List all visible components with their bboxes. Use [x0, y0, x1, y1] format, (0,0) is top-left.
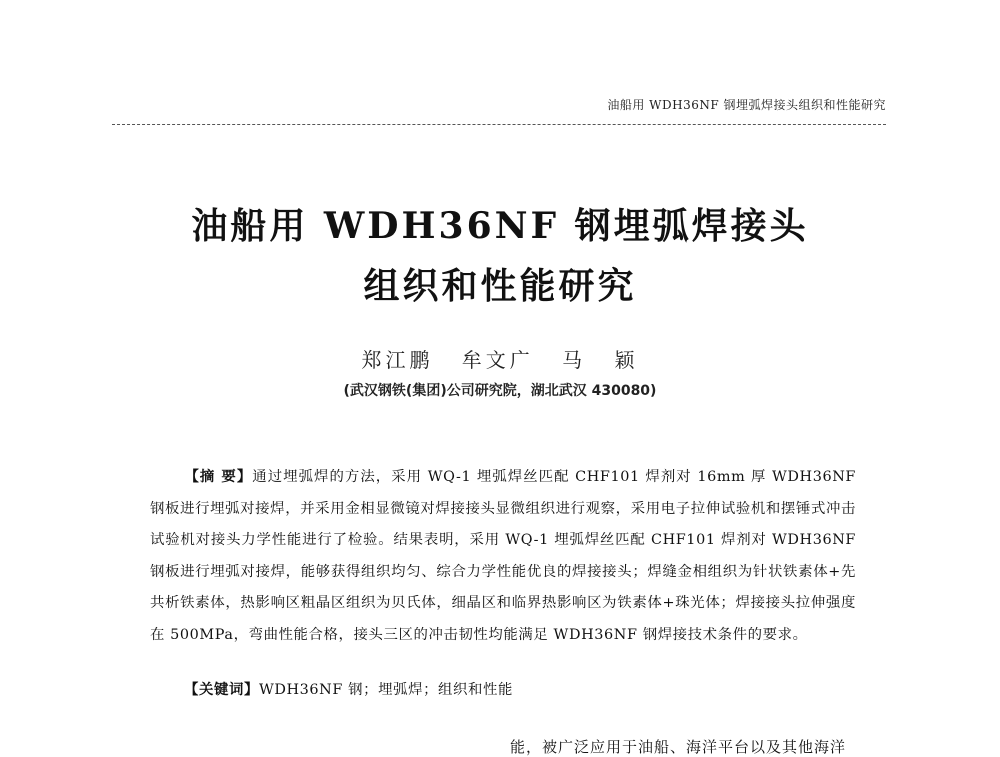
header-rule	[112, 124, 886, 125]
keywords-label: 【关键词】	[184, 682, 259, 698]
affiliation: (武汉钢铁(集团)公司研究院，湖北武汉 430080)	[343, 383, 657, 399]
abstract	[150, 462, 856, 651]
authors: 郑江鹏 牟文广 马 颖	[361, 348, 639, 372]
abstract-label: 【摘 要】	[184, 469, 253, 485]
keywords	[184, 676, 864, 704]
running-header: 油船用 WDH36NF 钢埋弧焊接头组织和性能研究	[607, 98, 886, 112]
keywords-text: WDH36NF 钢；埋弧焊；组织和性能	[258, 682, 514, 698]
title-line-2: 组织和性能研究	[363, 265, 637, 307]
paper-title	[100, 196, 900, 316]
abstract-text: 通过埋弧焊的方法，采用 WQ-1 埋弧焊丝匹配 CHF101 焊剂对 16mm 厚 WDH36NF 钢板进行埋弧对接焊，并采用金相显微镜对焊接接头显微组织进行观察，采用电子拉伸试验机和摆锤式冲击试验机对接头力学性能进行了检验。结果表明，采用 WQ-1 埋弧焊丝匹配 CHF101 焊剂对 WDH36NF 钢板进行埋弧对接焊，能够获得组织均匀、综合力学性能优良的焊接接头；焊缝金相组织为针状铁素体+先共析铁素体，热影响区粗晶区组织为贝氏体，细晶区和临界热影响区为铁素体+珠光体；焊接接头拉伸强度在 500MPa，弯曲性能合格，接头三区的冲击韧性均能满足 WDH36NF 钢焊接技术条件的要求。	[150, 469, 856, 643]
title-line-1: 油船用 WDH36NF 钢埋弧焊接头	[191, 205, 809, 247]
body-text-fragment: 能，被广泛应用于油船、海洋平台以及其他海洋	[510, 738, 847, 756]
